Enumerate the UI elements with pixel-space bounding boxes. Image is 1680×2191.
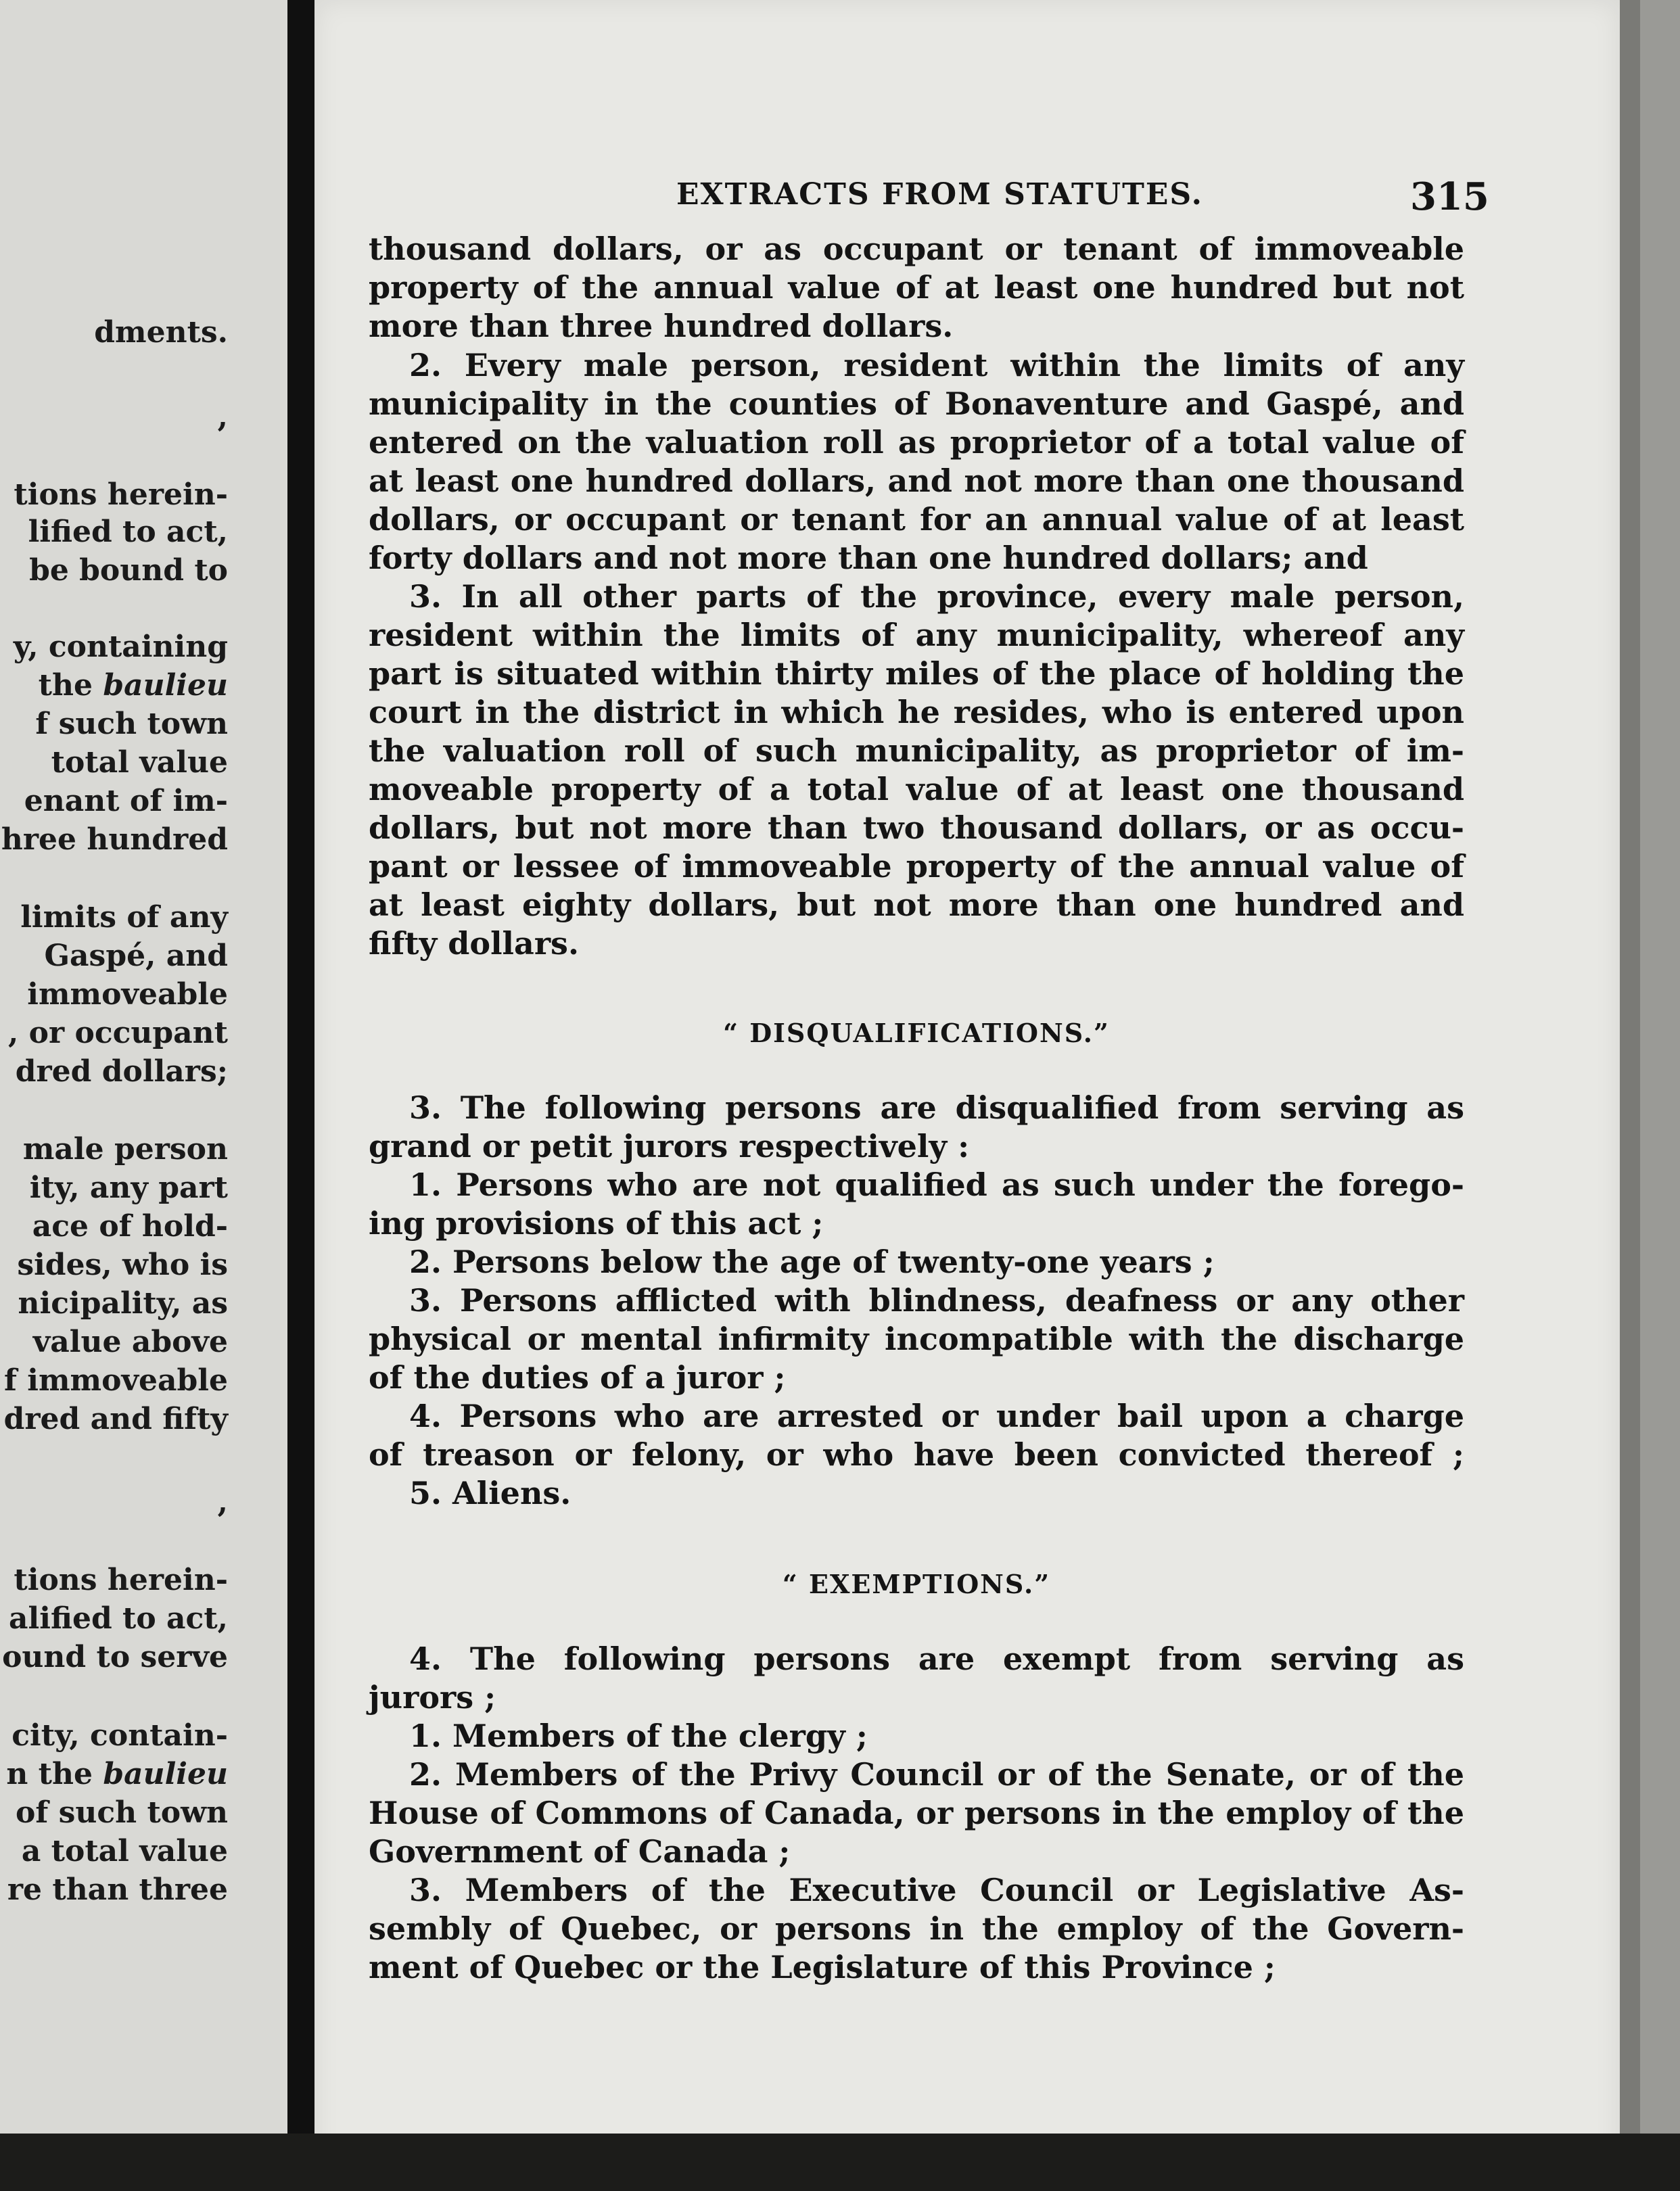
left-page-line-fragment: the baulieu xyxy=(38,668,228,703)
text-line: dollars, but not more than two thousand dollars, or as occu- xyxy=(369,809,1464,846)
left-page-line-fragment: of such town xyxy=(16,1795,228,1830)
left-page-line-fragment: male person xyxy=(22,1132,228,1167)
section-heading: “ DISQUALIFICATIONS.” xyxy=(723,1018,1110,1048)
text-line: ing provisions of this act ; xyxy=(369,1205,824,1242)
text-line: 3. Persons afflicted with blindness, deafness or any other xyxy=(409,1282,1464,1319)
text-line: dollars, or occupant or tenant for an annual value of at least xyxy=(369,501,1464,538)
italic-word: baulieu xyxy=(103,668,228,703)
text-line: thousand dollars, or as occupant or tenant of immoveable xyxy=(369,231,1464,267)
left-page-line-fragment: y, containing xyxy=(13,630,228,664)
page-edge xyxy=(1620,0,1640,2191)
text-line: forty dollars and not more than one hundred dollars; and xyxy=(369,540,1368,576)
text-line: of treason or felony, or who have been convicted thereof ; xyxy=(369,1436,1464,1473)
text-line: 4. Persons who are arrested or under bail upon a charge xyxy=(409,1398,1464,1434)
text-line: 3. Members of the Executive Council or Legislative As- xyxy=(409,1872,1464,1908)
left-page-line-fragment: , xyxy=(217,1485,228,1519)
left-page-line-fragment: be bound to xyxy=(29,553,228,588)
left-page-line-fragment: limits of any xyxy=(20,900,228,935)
text-line: Government of Canada ; xyxy=(369,1833,791,1870)
left-page-line-fragment: , xyxy=(217,400,228,434)
text-line: moveable property of a total value of at least one thousand xyxy=(369,771,1464,807)
left-page-line-fragment: dred and fifty xyxy=(3,1402,228,1436)
left-page-line-fragment: dments. xyxy=(94,315,228,350)
text-line: 2. Members of the Privy Council or of the Senate, or of the xyxy=(409,1756,1464,1793)
left-page-line-fragment: ace of hold- xyxy=(32,1209,228,1244)
left-page-line-fragment: f immoveable xyxy=(4,1363,228,1398)
text-line: ment of Quebec or the Legislature of this Province ; xyxy=(369,1949,1276,1985)
italic-word: baulieu xyxy=(103,1757,228,1791)
left-page-line-fragment: nicipality, as xyxy=(18,1286,228,1321)
left-page-line-fragment: ound to serve xyxy=(2,1640,228,1674)
left-page-line-fragment: tions herein- xyxy=(14,1563,228,1597)
left-page-text-fragments xyxy=(0,0,287,2134)
book-gutter xyxy=(287,0,314,2191)
text-line: 3. In all other parts of the province, every male person, xyxy=(409,578,1464,615)
left-page-line-fragment: f such town xyxy=(35,707,228,741)
text-line: physical or mental infirmity incompatible with the discharge xyxy=(369,1321,1464,1357)
left-page-line-fragment: value above xyxy=(32,1325,228,1359)
text-line: sembly of Quebec, or persons in the employ of the Govern- xyxy=(369,1910,1464,1947)
text-line: court in the district in which he resides, who is entered upon xyxy=(369,694,1464,730)
text-line: grand or petit jurors respectively : xyxy=(369,1128,970,1164)
text-line: 2. Every male person, resident within the limits of any xyxy=(409,347,1464,383)
left-facing-page xyxy=(0,0,287,2134)
scan-bottom-border xyxy=(0,2134,1680,2191)
text-line: 1. Members of the clergy ; xyxy=(409,1718,868,1754)
text-line: entered on the valuation roll as proprietor of a total value of xyxy=(369,424,1464,461)
text-line: at least one hundred dollars, and not more than one thousand xyxy=(369,463,1464,499)
text-line: more than three hundred dollars. xyxy=(369,308,954,344)
text-line: municipality in the counties of Bonaventure and Gaspé, and xyxy=(369,385,1464,422)
left-page-line-fragment: city, contain- xyxy=(11,1718,228,1753)
text-line: resident within the limits of any municipality, whereof any xyxy=(369,617,1464,653)
text-line: the valuation roll of such municipality, as proprietor of im- xyxy=(369,732,1464,769)
text-line: at least eighty dollars, but not more than one hundred and xyxy=(369,887,1464,923)
left-page-line-fragment: Gaspé, and xyxy=(44,939,228,973)
left-page-line-fragment: enant of im- xyxy=(24,784,228,818)
section-heading: “ EXEMPTIONS.” xyxy=(782,1569,1051,1599)
page-edge-outer xyxy=(1640,0,1680,2191)
left-page-line-fragment: lified to act, xyxy=(28,515,228,549)
text-line: jurors ; xyxy=(369,1679,496,1716)
running-head: EXTRACTS FROM STATUTES. xyxy=(676,177,1203,212)
text-line: 4. The following persons are exempt from serving as xyxy=(409,1641,1464,1677)
text-line: 5. Aliens. xyxy=(409,1475,571,1511)
left-page-line-fragment: sides, who is xyxy=(17,1248,228,1282)
left-page-line-fragment: immoveable xyxy=(27,977,228,1012)
left-page-line-fragment: alified to act, xyxy=(9,1601,228,1636)
left-page-line-fragment: a total value xyxy=(21,1834,228,1868)
text-line: property of the annual value of at least one hundred but not xyxy=(369,269,1464,306)
text-line: 1. Persons who are not qualified as such under the forego- xyxy=(409,1167,1464,1203)
left-page-line-fragment: total value xyxy=(51,745,228,780)
text-line: 2. Persons below the age of twenty-one years ; xyxy=(409,1244,1215,1280)
page-number: 315 xyxy=(1410,174,1489,219)
left-page-line-fragment: ity, any part xyxy=(29,1171,228,1205)
text-line: fifty dollars. xyxy=(369,925,579,962)
text-line: 3. The following persons are disqualified from serving as xyxy=(409,1089,1464,1126)
text-line: part is situated within thirty miles of the place of holding the xyxy=(369,655,1464,692)
left-page-line-fragment: hree hundred xyxy=(1,822,228,857)
left-page-line-fragment: dred dollars; xyxy=(15,1054,228,1089)
text-line: pant or lessee of immoveable property of the annual value of xyxy=(369,848,1464,885)
left-page-line-fragment: n the baulieu xyxy=(6,1757,228,1791)
left-page-line-fragment: , or occupant xyxy=(8,1016,228,1050)
left-page-line-fragment: tions herein- xyxy=(14,477,228,512)
text-line: of the duties of a juror ; xyxy=(369,1359,786,1396)
text-line: House of Commons of Canada, or persons in the employ of the xyxy=(369,1795,1464,1831)
left-page-line-fragment: re than three xyxy=(7,1872,228,1907)
